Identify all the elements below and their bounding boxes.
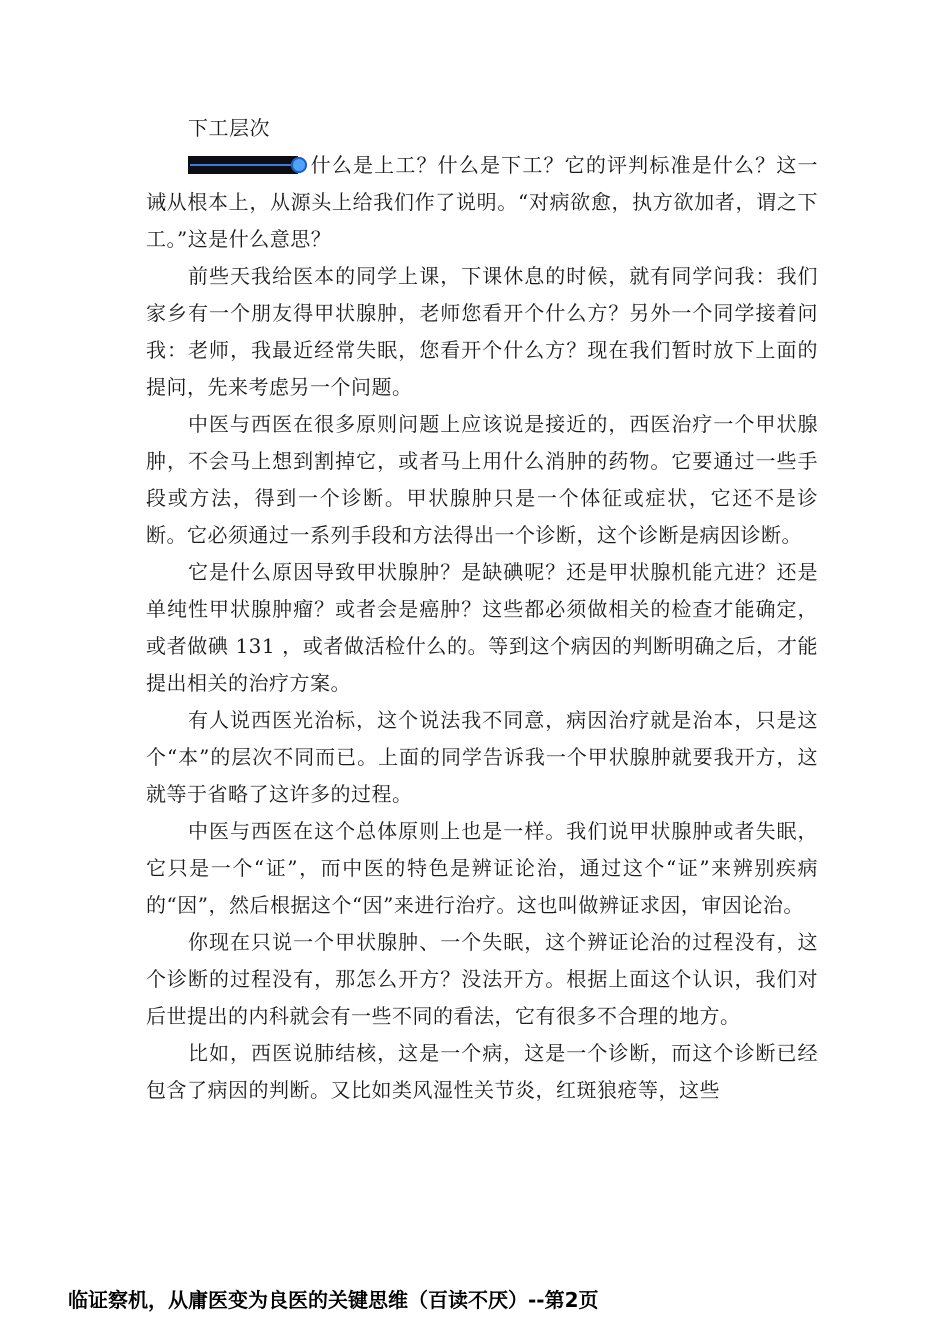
paragraph-7: 你现在只说一个甲状腺肿、一个失眠，这个辨证论治的过程没有，这个诊断的过程没有，那怎么开方？没法开方。根据上面这个认识，我们对后世提出的内科就会有一些不同的看法，它有很多不合理的地方。: [146, 930, 818, 1028]
page-footer: 临证察机，从庸医变为良医的关键思维（百读不厌）--第2页: [68, 1288, 599, 1312]
paragraph-2: 前些天我给医本的同学上课，下课休息的时候，就有同学问我：我们家乡有一个朋友得甲状腺肿，老师您看开个什么方？另外一个同学接着问我：老师，我最近经常失眠，您看开个什么方？现在我们暂时放下上面的提问，先来考虑另一个问题。: [146, 264, 818, 399]
paragraph-3: 中医与西医在很多原则问题上应该说是接近的，西医治疗一个甲状腺肿，不会马上想到割掉它，或者马上用什么消肿的药物。它要通过一些手段或方法，得到一个诊断。甲状腺肿只是一个体征或症状，它还不是诊断。它必须通过一系列手段和方法得出一个诊断，这个诊断是病因诊断。: [146, 412, 818, 547]
paragraph-8: 比如，西医说肺结核，这是一个病，这是一个诊断，而这个诊断已经包含了病因的判断。又比如类风湿性关节炎，红斑狼疮等，这些: [146, 1041, 818, 1102]
section-heading: 下工层次: [188, 116, 270, 140]
paragraph-5: 有人说西医光治标，这个说法我不同意，病因治疗就是治本，只是这个“本”的层次不同而已。上面的同学告诉我一个甲状腺肿就要我开方，这就等于省略了这许多的过程。: [146, 708, 818, 806]
paragraph-1-text: 什么是上工？什么是下工？它的评判标准是什么？这一诫从根本上，从源头上给我们作了说明。“对病欲愈，执方欲加者，谓之下工。”这是什么意思？: [146, 153, 818, 251]
paragraph-4: 它是什么原因导致甲状腺肿？是缺碘呢？还是甲状腺机能亢进？还是单纯性甲状腺肿瘤？或者会是癌肿？这些都必须做相关的检查才能确定，或者做碘 131 ，或者做活检什么的。等到这个病因的判断明确之后，才能提出相关的治疗方案。: [146, 560, 818, 695]
document-body: [146, 110, 818, 1109]
redaction-mark: [188, 154, 308, 176]
paragraph-6: 中医与西医在这个总体原则上也是一样。我们说甲状腺肿或者失眠，它只是一个“证”，而中医的特色是辨证论治，通过这个“证”来辨别疾病的“因”，然后根据这个“因”来进行治疗。这也叫做辨证求因，审因论治。: [146, 819, 818, 917]
paragraph-1: [146, 147, 818, 258]
